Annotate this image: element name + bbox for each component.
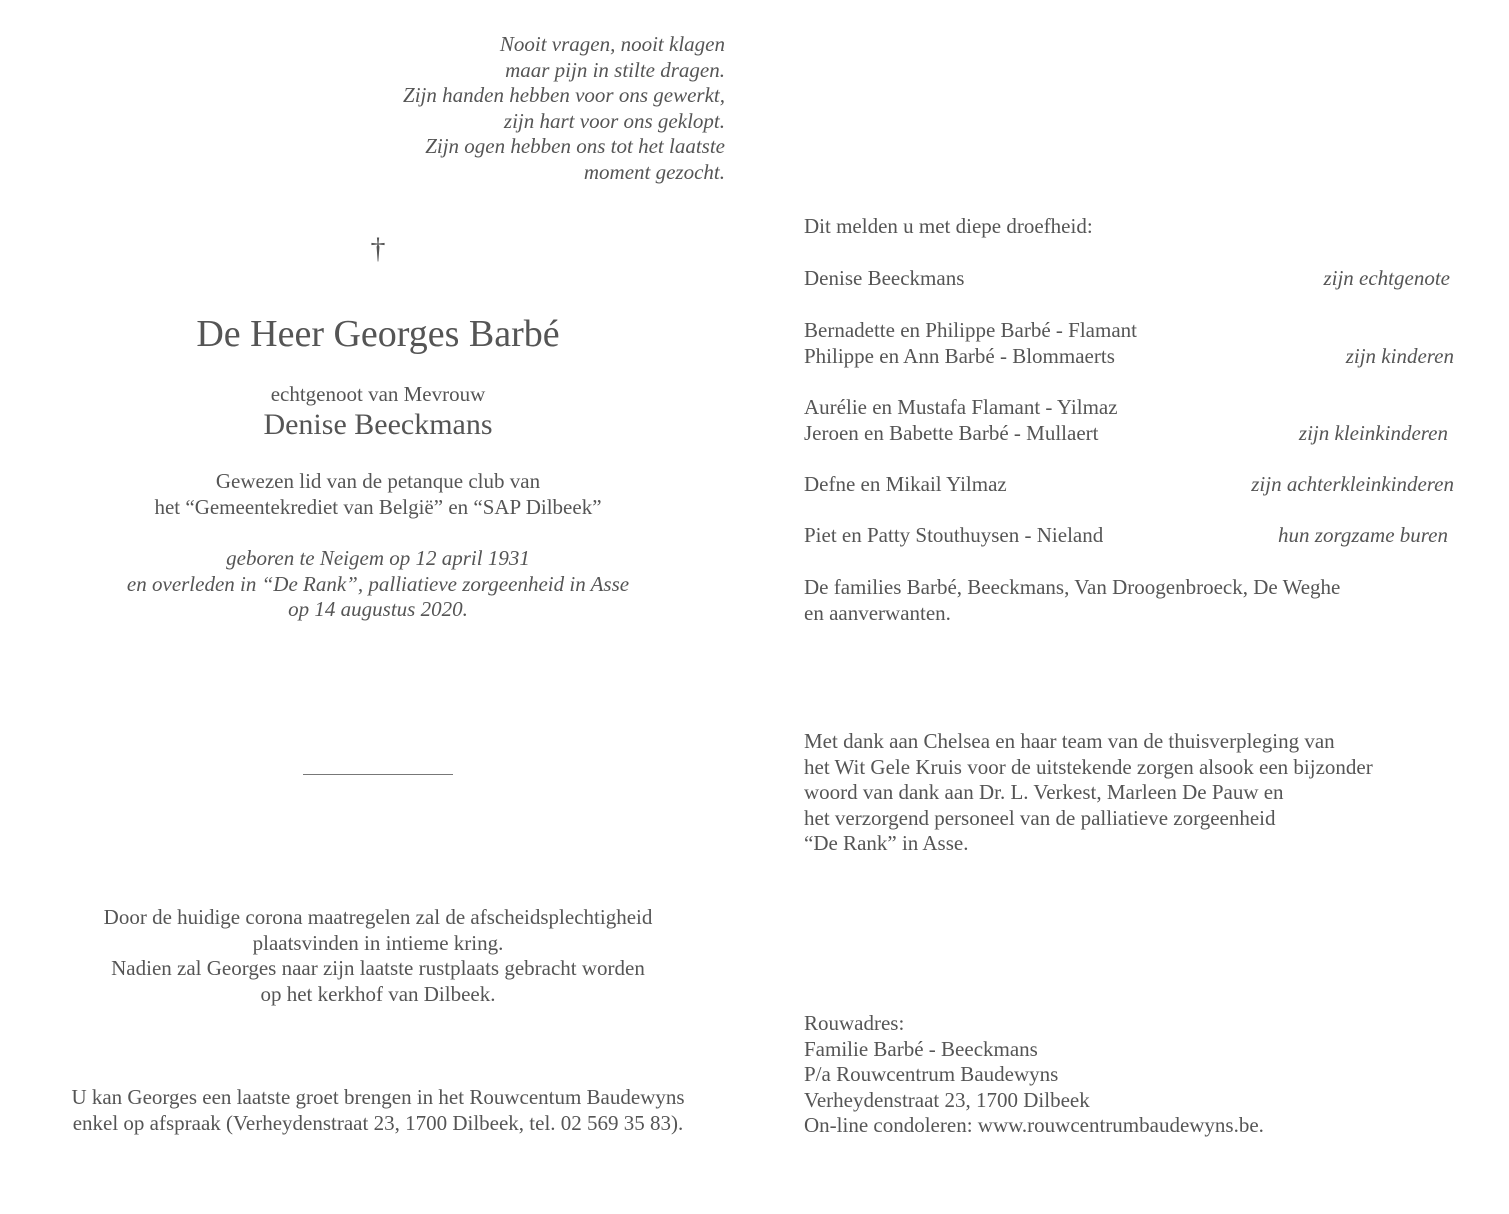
relative-role: zijn kleinkinderen: [1298, 420, 1448, 445]
poem-line: moment gezocht.: [583, 159, 725, 184]
poem-line: Zijn ogen hebben ons tot het laatste: [425, 134, 725, 159]
death-date-line: op 14 augustus 2020.: [288, 597, 468, 622]
address-line: Verheydenstraat 23, 1700 Dilbeek: [804, 1087, 1090, 1112]
relative-role: zijn achterkleinkinderen: [1251, 472, 1454, 496]
address-line: Familie Barbé - Beeckmans: [804, 1036, 1038, 1061]
address-label: Rouwadres:: [804, 1011, 905, 1035]
birth-death-info: [0, 546, 756, 623]
poem-line: zijn hart voor ons geklopt.: [503, 108, 725, 133]
corona-line: plaatsvinden in intieme kring.: [252, 930, 504, 955]
relative-entry: [804, 318, 1454, 369]
divider: [303, 774, 453, 775]
death-line: en overleden in “De Rank”, palliatieve zorgeenheid in Asse: [126, 571, 630, 596]
relative-entry: [804, 472, 1454, 498]
poem-line: maar pijn in stilte dragen.: [505, 57, 725, 82]
relative-name: Aurélie en Mustafa Flamant - Yilmaz: [804, 395, 1118, 419]
address-line: P/a Rouwcentrum Baudewyns: [804, 1062, 1059, 1087]
spouse-prefix: echtgenoot van Mevrouw: [270, 382, 486, 406]
club-line: het “Gemeentekrediet van België” en “SAP Dilbeek”: [154, 494, 602, 519]
relative-entry: [804, 523, 1454, 549]
corona-line: Nadien zal Georges naar zijn laatste rustplaats gebracht worden: [111, 956, 645, 981]
condolence-line: On-line condoleren: www.rouwcentrumbaudewyns.be.: [804, 1113, 1264, 1138]
relative-name: Bernadette en Philippe Barbé - Flamant: [804, 318, 1137, 342]
visit-notice: [0, 1085, 756, 1136]
cross-icon: †: [370, 232, 386, 265]
relative-name: Defne en Mikail Yilmaz: [804, 472, 1007, 496]
relative-name: Piet en Patty Stouthuysen - Nieland: [804, 523, 1104, 547]
relative-role: zijn echtgenote: [1323, 266, 1450, 290]
relative-entry: [804, 395, 1454, 446]
thanks: [804, 729, 1373, 857]
poem: [250, 32, 725, 186]
mourning-address: [804, 1011, 1264, 1139]
relative-role: zijn kinderen: [1345, 343, 1454, 368]
relative-name: Jeroen en Babette Barbé - Mullaert: [804, 420, 1099, 445]
visit-line: enkel op afspraak (Verheydenstraat 23, 1700 Dilbeek, tel. 02 569 35 83).: [72, 1110, 684, 1135]
poem-line: Zijn handen hebben voor ons gewerkt,: [403, 83, 725, 108]
corona-notice: [0, 905, 756, 1007]
thanks-line: “De Rank” in Asse.: [804, 831, 969, 856]
visit-line: U kan Georges een laatste groet brengen in het Rouwcentum Baudewyns: [71, 1085, 685, 1109]
spouse-name: Denise Beeckmans: [263, 408, 493, 441]
families: [804, 575, 1340, 626]
birth-line: geboren te Neigem op 12 april 1931: [226, 546, 530, 570]
thanks-line: Met dank aan Chelsea en haar team van de thuisverpleging van: [804, 729, 1335, 753]
deceased-title: De Heer Georges Barbé: [196, 313, 560, 355]
thanks-line: het Wit Gele Kruis voor de uitstekende zorgen alsook een bijzonder: [804, 754, 1373, 779]
thanks-line: het verzorgend personeel van de palliatieve zorgeenheid: [804, 805, 1276, 830]
announcement: Dit melden u met diepe droefheid:: [804, 214, 1093, 238]
relative-entry: [804, 266, 1454, 292]
corona-line: Door de huidige corona maatregelen zal de afscheidsplechtigheid: [103, 905, 653, 929]
relative-name: Denise Beeckmans: [804, 266, 965, 290]
corona-line: op het kerkhof van Dilbeek.: [260, 981, 496, 1006]
families-line: en aanverwanten.: [804, 600, 951, 625]
thanks-line: woord van dank aan Dr. L. Verkest, Marleen De Pauw en: [804, 780, 1284, 805]
poem-line: Nooit vragen, nooit klagen: [499, 32, 725, 56]
club-line: Gewezen lid van de petanque club van: [215, 469, 541, 493]
club-membership: [0, 469, 756, 520]
relative-name: Philippe en Ann Barbé - Blommaerts: [804, 343, 1115, 368]
families-line: De families Barbé, Beeckmans, Van Droogenbroeck, De Weghe: [804, 575, 1341, 599]
relative-role: hun zorgzame buren: [1278, 523, 1448, 547]
